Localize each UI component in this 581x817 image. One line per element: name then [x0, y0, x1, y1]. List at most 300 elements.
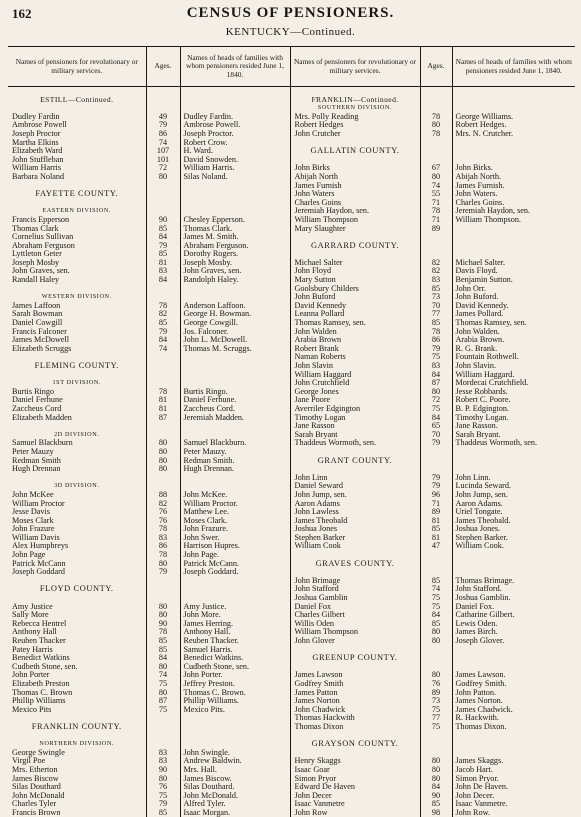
pensioner-age: 70 [421, 302, 452, 311]
pensioner-name: Mrs. Etherton [8, 766, 146, 775]
pensioner-age: 84 [421, 783, 452, 792]
right-names-cell [290, 87, 420, 817]
pensioner-name: Jesse Davis [8, 508, 146, 517]
pensioner-name: Patrick McCann [8, 560, 146, 569]
head-of-family: Jos. Falconer. [181, 328, 290, 337]
spacer [453, 96, 576, 105]
county-heading: GARRARD COUNTY. [291, 242, 420, 251]
head-of-family: Abijah North. [453, 173, 576, 182]
pensioner-age: 75 [147, 680, 180, 689]
pensioner-age: 80 [147, 448, 180, 457]
pensioner-age: 79 [421, 345, 452, 354]
head-of-family: Godfrey Smith. [453, 680, 576, 689]
head-of-family: Joseph Mosby. [181, 259, 290, 268]
pensioner-age: 86 [147, 542, 180, 551]
head-of-family: John Walden. [453, 328, 576, 337]
pensioner-age: 85 [421, 525, 452, 534]
spacer [453, 457, 576, 466]
division-heading: 3D DIVISION. [8, 482, 146, 491]
pensioner-age: 75 [147, 706, 180, 715]
pensioner-name: Daniel Fox [291, 603, 420, 612]
spacer [147, 199, 180, 208]
spacer [421, 156, 452, 165]
pensioner-age: 82 [147, 500, 180, 509]
pensioner-age: 73 [421, 697, 452, 706]
pensioner-name: James Biscow [8, 775, 146, 784]
pensioner-name: Virgil Poe [8, 757, 146, 766]
pensioner-name: Elizabeth Preston [8, 680, 146, 689]
pensioner-name: John McKee [8, 491, 146, 500]
head-of-family: John Waters. [453, 190, 576, 199]
head-of-family: Zaccheus Cord. [181, 405, 290, 414]
spacer [453, 646, 576, 655]
pensioner-age: 80 [147, 465, 180, 474]
head-of-family: Mexico Pits. [181, 706, 290, 715]
spacer [147, 422, 180, 431]
pensioner-name: Thomas Hackwith [291, 714, 420, 723]
pensioner-age: 78 [421, 207, 452, 216]
spacer [147, 585, 180, 594]
pensioner-name: Jeremiah Haydon, sen. [291, 207, 420, 216]
pensioner-name: Mary Slaughter [291, 225, 420, 234]
pensioner-name: Mrs. Polly Reading [291, 113, 420, 122]
pensioner-name: Mexico Pits [8, 706, 146, 715]
column-header-name: Names of pensioners for revolutionary or military services. [290, 47, 420, 87]
pensioner-age: 89 [421, 689, 452, 698]
head-of-family: Lewis Oden. [453, 620, 576, 629]
head-of-family: John McKee. [181, 491, 290, 500]
pensioner-name: Burtis Ringo [8, 388, 146, 397]
spacer [147, 732, 180, 741]
pensioner-name: John McDonald [8, 792, 146, 801]
pensioner-name: Abijah North [291, 173, 420, 182]
head-of-family: Ambrose Powell. [181, 121, 290, 130]
pensioner-name: John Slavin [291, 362, 420, 371]
spacer [453, 87, 576, 96]
column-header-age: Ages. [146, 47, 180, 87]
county-heading: GREENUP COUNTY. [291, 654, 420, 663]
head-of-family: Stephen Barker. [453, 534, 576, 543]
head-of-family: Mrs. Hall. [181, 766, 290, 775]
head-of-family: John Birks. [453, 164, 576, 173]
pensioner-name: John Glover [291, 637, 420, 646]
head-of-family: Jeremiah Madden. [181, 414, 290, 423]
spacer [181, 353, 290, 362]
head-of-family: James Skaggs. [453, 757, 576, 766]
pensioner-age: 78 [147, 302, 180, 311]
pensioner-name: George Jones [291, 388, 420, 397]
right-heads-cell [452, 87, 575, 817]
head-of-family: Joseph Proctor. [181, 130, 290, 139]
spacer [181, 285, 290, 294]
head-of-family: B. P. Edgington. [453, 405, 576, 414]
pensioner-age: 71 [421, 500, 452, 509]
spacer [421, 139, 452, 148]
pensioner-age: 80 [421, 388, 452, 397]
head-of-family: John Graves, sen. [181, 267, 290, 276]
spacer [147, 740, 180, 749]
spacer [421, 104, 452, 113]
pensioner-age: 85 [421, 800, 452, 809]
pensioner-name: David Kennedy [291, 302, 420, 311]
pensioner-name: Thaddeus Wormoth, sen. [291, 439, 420, 448]
pensioner-age: 81 [147, 396, 180, 405]
pensioner-age: 71 [421, 216, 452, 225]
pensioner-age: 79 [147, 121, 180, 130]
spacer [181, 199, 290, 208]
spacer [181, 87, 290, 96]
head-of-family: John Stafford. [453, 585, 576, 594]
head-of-family: George H. Bowman. [181, 310, 290, 319]
pensioner-name: Ambrose Powell [8, 121, 146, 130]
spacer [453, 551, 576, 560]
pensioner-name: Robert Hedges [291, 121, 420, 130]
pensioner-age: 84 [147, 654, 180, 663]
head-of-family: Abraham Ferguson. [181, 242, 290, 251]
spacer [181, 474, 290, 483]
spacer [147, 353, 180, 362]
pensioner-name: Thomas Dixon [291, 723, 420, 732]
pensioner-age: 80 [147, 775, 180, 784]
head-of-family: Peter Mauzy. [181, 448, 290, 457]
page-header [0, 4, 581, 22]
head-of-family: James Lawson. [453, 671, 576, 680]
pensioner-age: 80 [147, 689, 180, 698]
head-of-family: Timothy Logan. [453, 414, 576, 423]
spacer [453, 465, 576, 474]
spacer [421, 465, 452, 474]
spacer [181, 362, 290, 371]
spacer [147, 431, 180, 440]
pensioner-age: 79 [147, 800, 180, 809]
spacer [147, 379, 180, 388]
pensioner-age: 79 [147, 242, 180, 251]
pensioner-age: 101 [147, 156, 180, 165]
left-names-cell [8, 87, 146, 817]
spacer [421, 457, 452, 466]
spacer [421, 233, 452, 242]
pensioner-name: Rebecca Hentrel [8, 620, 146, 629]
pensioner-name: Willis Oden [291, 620, 420, 629]
pensioner-age: 75 [147, 792, 180, 801]
pensioner-age: 78 [421, 130, 452, 139]
right-ages-cell [420, 87, 452, 817]
spacer [453, 448, 576, 457]
spacer [181, 207, 290, 216]
head-of-family: William Haggard. [453, 371, 576, 380]
spacer [421, 560, 452, 569]
pensioner-age: 79 [421, 482, 452, 491]
spacer [181, 96, 290, 105]
pensioner-name: John Stafford [291, 585, 420, 594]
spacer [181, 714, 290, 723]
spacer [291, 139, 420, 148]
spacer [453, 568, 576, 577]
pensioner-name: James McDowell [8, 336, 146, 345]
pensioner-age: 80 [147, 457, 180, 466]
pensioner-name: Daniel Cowgill [8, 319, 146, 328]
spacer [421, 551, 452, 560]
pensioner-name: Zaccheus Cord [8, 405, 146, 414]
pensioner-age: 89 [421, 508, 452, 517]
head-of-family: Patrick McCann. [181, 560, 290, 569]
county-heading: FLOYD COUNTY. [8, 585, 146, 594]
pensioner-age: 77 [421, 310, 452, 319]
spacer [8, 714, 146, 723]
pensioner-age: 80 [147, 611, 180, 620]
head-of-family: Arabia Brown. [453, 336, 576, 345]
pensioner-age: 80 [147, 663, 180, 672]
pensioner-age: 79 [421, 439, 452, 448]
pensioner-age: 76 [147, 508, 180, 517]
spacer [8, 353, 146, 362]
pensioner-name: Jane Poore [291, 396, 420, 405]
pensioner-name: Martha Elkins [8, 139, 146, 148]
head-of-family: John Jump, sen. [453, 491, 576, 500]
spacer [421, 568, 452, 577]
spacer [181, 723, 290, 732]
head-of-family: Silas Douthard. [181, 783, 290, 792]
division-heading: 1ST DIVISION. [8, 379, 146, 388]
head-of-family: Jane Rasson. [453, 422, 576, 431]
pensioner-name: Edward De Haven [291, 783, 420, 792]
head-of-family: John Swer. [181, 534, 290, 543]
pensioner-age: 85 [421, 577, 452, 586]
pensioner-name: Stephen Barker [291, 534, 420, 543]
pensioner-name: Averriler Edgington [291, 405, 420, 414]
pensioner-age: 76 [421, 680, 452, 689]
pensioner-age: 74 [421, 585, 452, 594]
pensioner-name: Thomas Ramsey, sen. [291, 319, 420, 328]
pensioner-age: 72 [421, 396, 452, 405]
pensioner-name: William Thompson [291, 216, 420, 225]
head-of-family: Thomas Ramsey, sen. [453, 319, 576, 328]
head-of-family: James Pollard. [453, 310, 576, 319]
pensioner-name: Moses Clark [8, 517, 146, 526]
spacer [421, 250, 452, 259]
head-of-family: Amy Justice. [181, 603, 290, 612]
pensioner-name: John Page [8, 551, 146, 560]
pensioner-age: 84 [421, 371, 452, 380]
spacer [181, 740, 290, 749]
pensioner-age: 78 [421, 328, 452, 337]
spacer [181, 585, 290, 594]
spacer [8, 199, 146, 208]
head-of-family: Robert C. Poore. [453, 396, 576, 405]
spacer [291, 233, 420, 242]
pensioner-name: Patey Harris [8, 646, 146, 655]
pensioner-age: 82 [421, 259, 452, 268]
pensioner-name: William Cook [291, 542, 420, 551]
head-of-family: Moses Clark. [181, 517, 290, 526]
head-of-family: Anderson Laffoon. [181, 302, 290, 311]
pensioner-name: Thomas C. Brown [8, 689, 146, 698]
pensioner-name: William Harris [8, 164, 146, 173]
pensioner-age: 85 [147, 646, 180, 655]
pensioner-age: 86 [147, 130, 180, 139]
head-of-family: John De Haven. [453, 783, 576, 792]
pensioner-age: 75 [421, 405, 452, 414]
spacer [147, 723, 180, 732]
head-of-family: Simon Pryor. [453, 775, 576, 784]
head-of-family: Lucinda Seward. [453, 482, 576, 491]
pensioner-name: Isaac Goar [291, 766, 420, 775]
pensioner-age: 82 [421, 267, 452, 276]
division-heading: 2D DIVISION. [8, 431, 146, 440]
head-of-family: John Orr. [453, 285, 576, 294]
head-of-family: Andrew Baldwin. [181, 757, 290, 766]
spacer [453, 104, 576, 113]
pensioner-age: 80 [421, 637, 452, 646]
pensioner-name: Amy Justice [8, 603, 146, 612]
pensioner-age: 84 [147, 233, 180, 242]
spacer [147, 474, 180, 483]
pensioner-age: 98 [421, 809, 452, 817]
pensioner-age: 78 [147, 388, 180, 397]
pensioner-age: 88 [147, 491, 180, 500]
head-of-family: Mordecai Crutchfield. [453, 379, 576, 388]
pensioner-name: Joshua Gamblin [291, 594, 420, 603]
pensioner-age: 80 [421, 173, 452, 182]
head-of-family: Reuben Thacker. [181, 637, 290, 646]
pensioner-age: 80 [147, 560, 180, 569]
spacer [147, 104, 180, 113]
spacer [291, 568, 420, 577]
pensioner-age: 96 [421, 491, 452, 500]
pensioner-age: 80 [147, 173, 180, 182]
pensioner-name: George Swingle [8, 749, 146, 758]
pensioner-name: James Lawson [291, 671, 420, 680]
pensioner-age: 90 [421, 792, 452, 801]
spacer [453, 560, 576, 569]
head-of-family: Fountain Rothwell. [453, 353, 576, 362]
pensioner-age: 90 [147, 766, 180, 775]
pensioner-age: 75 [421, 603, 452, 612]
spacer [8, 87, 146, 96]
spacer [421, 749, 452, 758]
spacer [291, 156, 420, 165]
head-of-family: David Snowden. [181, 156, 290, 165]
pensioner-name: Benedict Watkins [8, 654, 146, 663]
head-of-family: Hugh Drennan. [181, 465, 290, 474]
pensioner-age: 78 [421, 113, 452, 122]
pensioner-name: Sarah Bryant [291, 431, 420, 440]
pensioner-age: 79 [147, 568, 180, 577]
spacer [181, 190, 290, 199]
pensioner-age: 55 [421, 190, 452, 199]
spacer [421, 732, 452, 741]
spacer [8, 594, 146, 603]
pensioner-age: 75 [421, 723, 452, 732]
pensioner-age: 82 [147, 310, 180, 319]
pensioner-age: 67 [421, 164, 452, 173]
spacer [453, 732, 576, 741]
spacer [147, 293, 180, 302]
pensioner-age: 90 [147, 620, 180, 629]
head-of-family: Benedict Watkins. [181, 654, 290, 663]
spacer [453, 233, 576, 242]
head-of-family: Joshua Gamblin. [453, 594, 576, 603]
spacer [147, 182, 180, 191]
head-of-family: Joseph Glover. [453, 637, 576, 646]
head-of-family: Anthony Hall. [181, 628, 290, 637]
spacer [8, 371, 146, 380]
spacer [421, 87, 452, 96]
pensioner-age: 49 [147, 113, 180, 122]
head-of-family: David Kennedy. [453, 302, 576, 311]
division-heading: SOUTHERN DIVISION. [291, 104, 420, 113]
pensioner-age: 85 [147, 225, 180, 234]
pensioner-age: 85 [421, 285, 452, 294]
spacer [181, 104, 290, 113]
pensioner-name: Elizabeth Madden [8, 414, 146, 423]
spacer [147, 577, 180, 586]
pensioner-name: John Chadwick [291, 706, 420, 715]
pensioner-name: Jane Rasson [291, 422, 420, 431]
spacer [453, 749, 576, 758]
pensioner-name: Godfrey Smith [291, 680, 420, 689]
spacer [291, 465, 420, 474]
head-of-family: William Thompson. [453, 216, 576, 225]
spacer [421, 663, 452, 672]
head-of-family: Samuel Blackburn. [181, 439, 290, 448]
pensioner-name: John Row [291, 809, 420, 817]
pensioner-age: 85 [421, 620, 452, 629]
head-of-family: Redman Smith. [181, 457, 290, 466]
pensioner-name: James Theobald [291, 517, 420, 526]
spacer [181, 371, 290, 380]
head-of-family: James Theobald. [453, 517, 576, 526]
spacer [453, 139, 576, 148]
spacer [8, 474, 146, 483]
pensioner-age: 83 [421, 362, 452, 371]
left-heads-cell [180, 87, 290, 817]
county-heading: GRANT COUNTY. [291, 457, 420, 466]
head-of-family: Daniel Ferhune. [181, 396, 290, 405]
pensioner-name: John Lawless [291, 508, 420, 517]
head-of-family: James Norton. [453, 697, 576, 706]
pensioner-name: Mary Sutton [291, 276, 420, 285]
head-of-family: Isaac Morgan. [181, 809, 290, 817]
pensioner-age: 87 [147, 414, 180, 423]
pensioner-age: 77 [421, 714, 452, 723]
pensioner-name: Thomas Clark [8, 225, 146, 234]
pensioners-table [8, 46, 575, 817]
head-of-family: Thomas C. Brown. [181, 689, 290, 698]
spacer [181, 182, 290, 191]
pensioner-name: Sally More [8, 611, 146, 620]
pensioner-age: 83 [147, 267, 180, 276]
pensioner-name: John Walden [291, 328, 420, 337]
head-of-family: William Proctor. [181, 500, 290, 509]
head-of-family: Thaddeus Wormoth, sen. [453, 439, 576, 448]
pensioner-name: Phillip Williams [8, 697, 146, 706]
pensioner-age: 80 [421, 628, 452, 637]
head-of-family: John L. McDowell. [181, 336, 290, 345]
head-of-family: Sarah Bryant. [453, 431, 576, 440]
pensioner-name: James Laffoon [8, 302, 146, 311]
head-of-family: George Cowgill. [181, 319, 290, 328]
pensioner-name: William Haggard [291, 371, 420, 380]
pensioner-name: Simon Pryor [291, 775, 420, 784]
pensioner-age: 80 [147, 439, 180, 448]
head-of-family: Alfred Tyler. [181, 800, 290, 809]
pensioner-name: Elizabeth Ward [8, 147, 146, 156]
pensioner-age: 80 [421, 775, 452, 784]
spacer [147, 714, 180, 723]
pensioner-age: 74 [147, 671, 180, 680]
pensioner-age: 70 [421, 431, 452, 440]
